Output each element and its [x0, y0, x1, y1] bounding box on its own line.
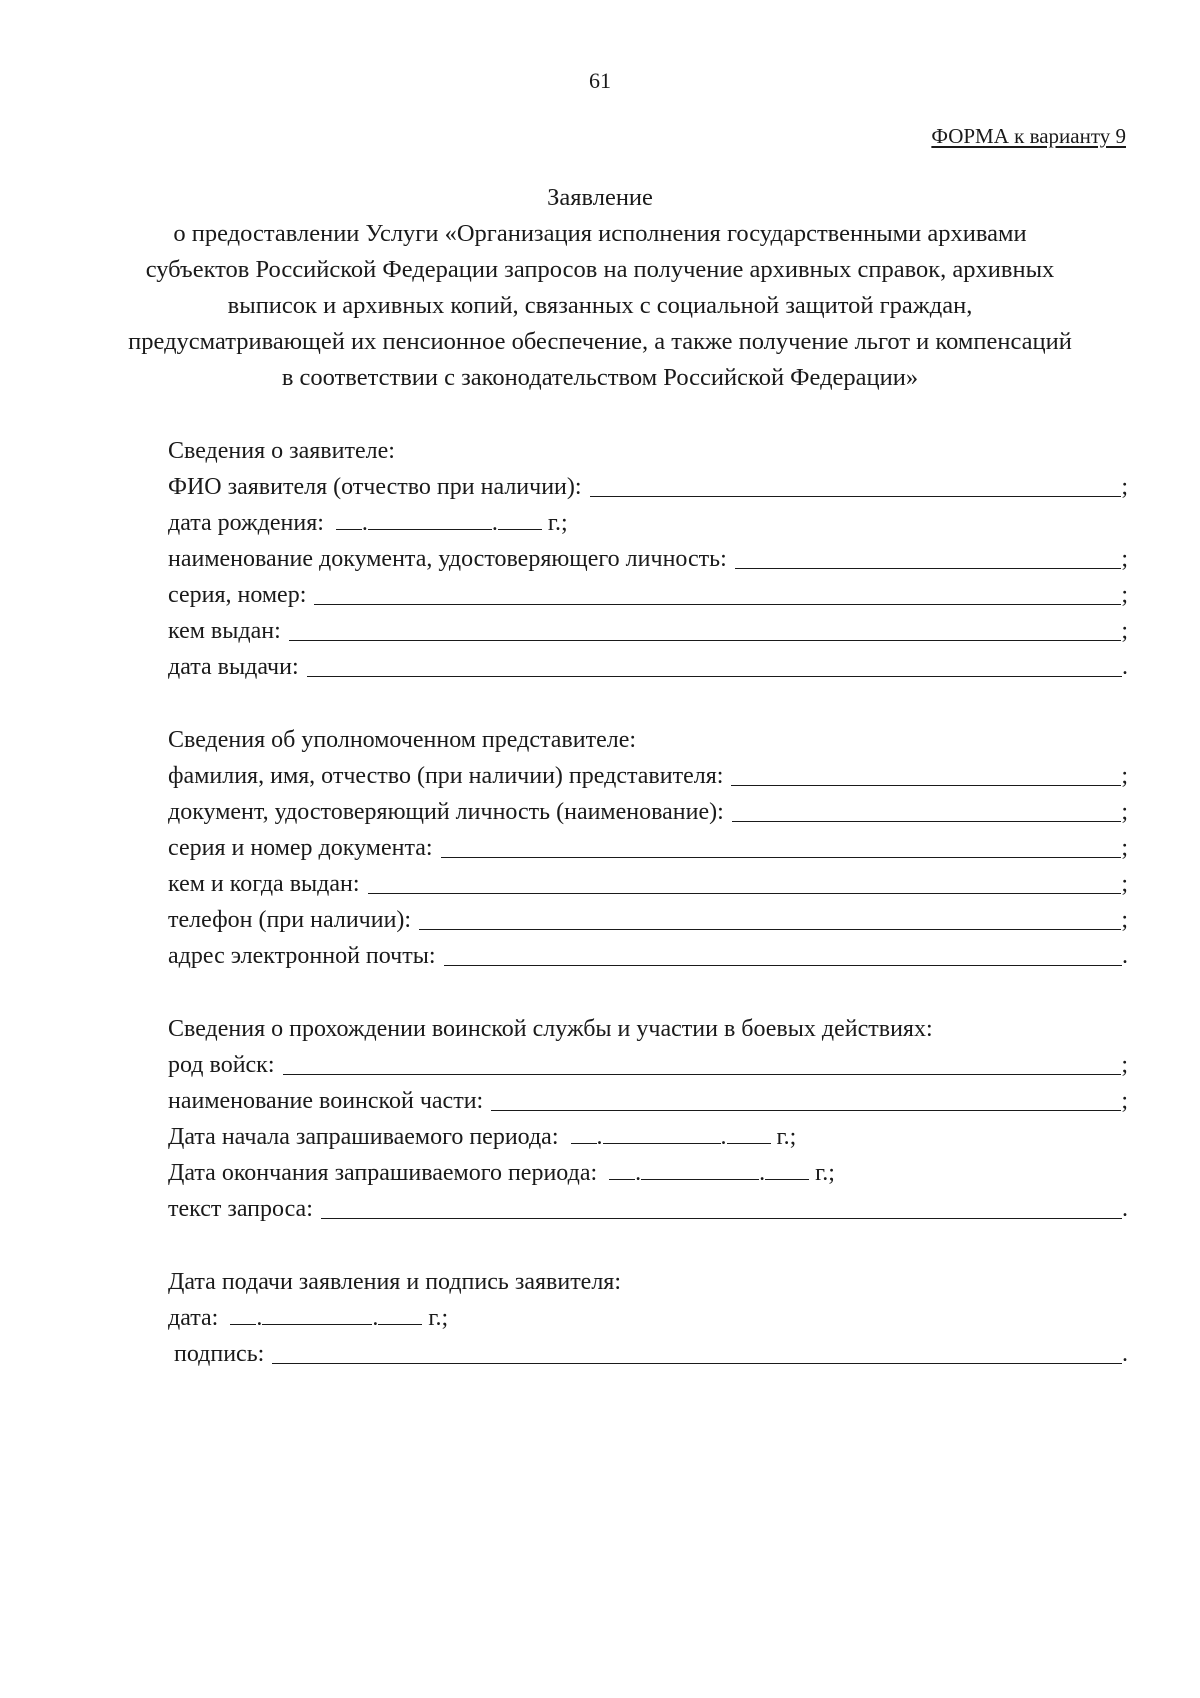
period: .	[1122, 1341, 1128, 1367]
end-month-field[interactable]	[641, 1157, 759, 1180]
period: .	[1122, 654, 1128, 680]
submit-day-field[interactable]	[230, 1302, 256, 1325]
birth-month-field[interactable]	[368, 507, 492, 530]
issue-date-label: дата выдачи:	[168, 654, 299, 680]
troops-label: род войск:	[168, 1052, 275, 1078]
start-month-field[interactable]	[603, 1121, 721, 1144]
series-number-label: серия, номер:	[168, 582, 307, 608]
rep-phone-field[interactable]	[419, 929, 1121, 930]
title-line-2: субъектов Российской Федерации запросов на получение архивных справок, архивных	[145, 256, 1055, 283]
title-line-1: о предоставлении Услуги «Организация исполнения государственными архивами	[173, 220, 1027, 247]
year-suffix: г.;	[776, 1124, 797, 1150]
year-suffix: г.;	[815, 1160, 835, 1186]
semicolon: ;	[1121, 907, 1128, 933]
rep-phone-label: телефон (при наличии):	[168, 907, 412, 933]
rep-doc-row	[168, 794, 1128, 830]
signature-row	[168, 1336, 1128, 1372]
semicolon: ;	[1121, 474, 1128, 500]
semicolon: ;	[1121, 799, 1128, 825]
birth-date-label: дата рождения:	[168, 510, 324, 536]
doc-name-field[interactable]	[735, 568, 1122, 569]
rep-phone-row	[168, 902, 1128, 938]
rep-doc-label: документ, удостоверяющий личность (наименование):	[168, 799, 724, 825]
semicolon: ;	[1121, 582, 1128, 608]
period-start-row	[168, 1119, 1128, 1155]
submit-year-field[interactable]	[378, 1302, 422, 1325]
rep-email-field[interactable]	[444, 965, 1123, 966]
page-number: 61	[589, 68, 611, 93]
rep-issued-row	[168, 866, 1128, 902]
rep-fio-label: фамилия, имя, отчество (при наличии) представителя:	[168, 763, 724, 789]
issue-date-field[interactable]	[307, 676, 1122, 677]
title-line-4: предусматривающей их пенсионное обеспечение, а также получение льгот и компенсаций	[128, 328, 1072, 355]
semicolon: ;	[1121, 835, 1128, 861]
title-line-5: в соответствии с законодательством Российской Федерации»	[281, 364, 919, 391]
issued-by-label: кем выдан:	[168, 618, 281, 644]
applicant-fio-row	[168, 469, 1128, 505]
end-day-field[interactable]	[609, 1157, 635, 1180]
rep-doc-field[interactable]	[732, 821, 1122, 822]
request-text-row	[168, 1191, 1128, 1227]
year-suffix: г.;	[428, 1305, 449, 1331]
dot: .	[361, 510, 368, 536]
birth-date-row	[168, 505, 1128, 541]
troops-row	[168, 1047, 1128, 1083]
title-block	[120, 180, 1080, 396]
applicant-fio-field[interactable]	[590, 496, 1122, 497]
dot: .	[491, 510, 498, 536]
rep-issued-label: кем и когда выдан:	[168, 871, 360, 897]
semicolon: ;	[1121, 871, 1128, 897]
rep-fio-field[interactable]	[731, 785, 1121, 786]
period-end-row	[168, 1155, 1128, 1191]
dot: .	[256, 1305, 263, 1331]
submission-date-row	[168, 1300, 1128, 1336]
end-year-field[interactable]	[765, 1157, 809, 1180]
submit-month-field[interactable]	[262, 1302, 372, 1325]
applicant-section	[168, 433, 1128, 685]
document-title: Заявление	[547, 184, 653, 211]
service-heading: Сведения о прохождении воинской службы и участии в боевых действиях:	[168, 1016, 933, 1042]
dot: .	[372, 1305, 379, 1331]
rep-series-row	[168, 830, 1128, 866]
unit-label: наименование воинской части:	[168, 1088, 484, 1114]
period: .	[1122, 943, 1128, 969]
form-reference: ФОРМА к варианту 9	[931, 124, 1126, 148]
rep-email-label: адрес электронной почты:	[168, 943, 436, 969]
rep-series-field[interactable]	[441, 857, 1122, 858]
semicolon: ;	[1121, 1088, 1128, 1114]
series-number-field[interactable]	[314, 604, 1121, 605]
rep-email-row	[168, 938, 1128, 974]
submission-date-label: дата:	[168, 1305, 219, 1331]
birth-year-field[interactable]	[498, 507, 542, 530]
rep-issued-field[interactable]	[368, 893, 1122, 894]
unit-row	[168, 1083, 1128, 1119]
issued-by-field[interactable]	[289, 640, 1122, 641]
semicolon: ;	[1121, 1052, 1128, 1078]
representative-heading: Сведения об уполномоченном представителе:	[168, 727, 637, 753]
semicolon: ;	[1121, 618, 1128, 644]
start-day-field[interactable]	[571, 1121, 597, 1144]
title-line-3: выписок и архивных копий, связанных с социальной защитой граждан,	[227, 292, 973, 319]
applicant-heading: Сведения о заявителе:	[168, 438, 395, 464]
doc-name-label: наименование документа, удостоверяющего личность:	[168, 546, 727, 572]
issue-date-row	[168, 649, 1128, 685]
start-year-field[interactable]	[727, 1121, 771, 1144]
dot: .	[720, 1124, 727, 1150]
unit-field[interactable]	[491, 1110, 1121, 1111]
period: .	[1122, 1196, 1128, 1222]
request-text-field[interactable]	[321, 1218, 1122, 1219]
signature-field[interactable]	[272, 1363, 1122, 1364]
applicant-fio-label: ФИО заявителя (отчество при наличии):	[168, 474, 582, 500]
year-suffix: г.;	[547, 510, 568, 536]
birth-day-field[interactable]	[336, 507, 362, 530]
rep-series-label: серия и номер документа:	[168, 835, 433, 861]
rep-fio-row	[168, 758, 1128, 794]
doc-name-row	[168, 541, 1128, 577]
semicolon: ;	[1121, 546, 1128, 572]
period-end-label: Дата окончания запрашиваемого периода:	[168, 1160, 598, 1186]
issued-by-row	[168, 613, 1128, 649]
series-number-row	[168, 577, 1128, 613]
dot: .	[635, 1160, 642, 1186]
submission-heading: Дата подачи заявления и подпись заявителя:	[168, 1269, 622, 1295]
dot: .	[759, 1160, 766, 1186]
submission-section	[168, 1264, 1128, 1372]
service-section	[168, 1011, 1128, 1227]
period-start-label: Дата начала запрашиваемого периода:	[168, 1124, 559, 1150]
semicolon: ;	[1121, 763, 1128, 789]
signature-label: подпись:	[174, 1341, 265, 1367]
troops-field[interactable]	[283, 1074, 1122, 1075]
representative-section	[168, 722, 1128, 974]
request-text-label: текст запроса:	[168, 1196, 313, 1222]
dot: .	[596, 1124, 603, 1150]
